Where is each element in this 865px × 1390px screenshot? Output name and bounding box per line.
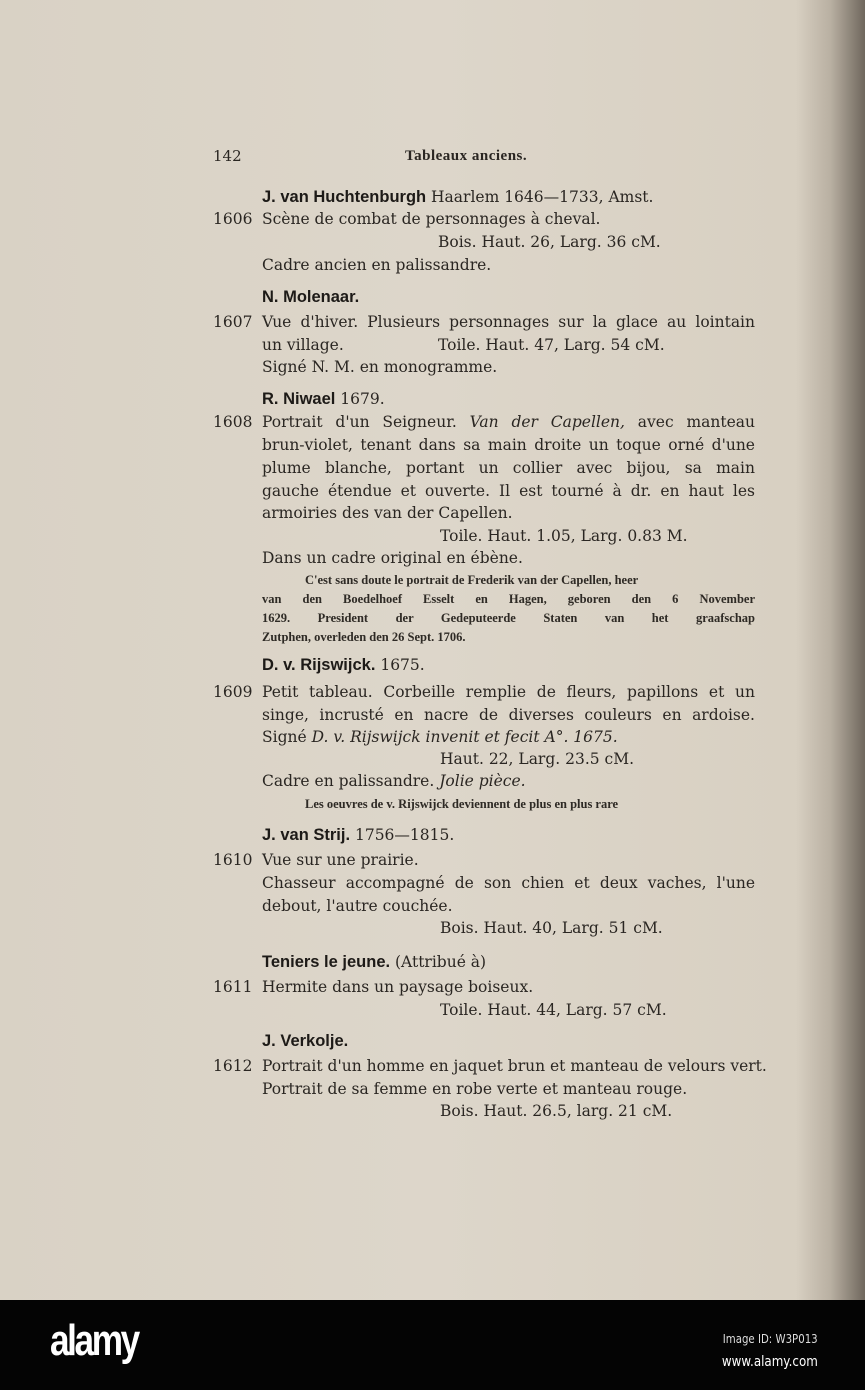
text-segment: Signé N. M. en monogramme. xyxy=(262,358,498,376)
text-line xyxy=(262,255,491,275)
lot-number: 1612 xyxy=(213,1057,253,1075)
text-segment: Toile. Haut. 44, Larg. 57 cM. xyxy=(440,1001,667,1019)
artist-name: R. Niwael xyxy=(262,390,336,408)
text-line xyxy=(262,1031,348,1051)
text-line xyxy=(262,850,419,870)
image-id: Image ID: W3P013 xyxy=(723,1332,818,1346)
text-segment: Haut. 22, Larg. 23.5 cM. xyxy=(440,750,635,768)
text-segment: singe, incrusté en nacre de diverses couleurs en ardoise. xyxy=(262,706,755,724)
text-line xyxy=(262,481,755,501)
lot-number: 1608 xyxy=(213,413,253,431)
watermark-footer xyxy=(0,1300,865,1390)
text-segment: Bois. Haut. 26.5, larg. 21 cM. xyxy=(440,1102,673,1120)
alamy-logo: alamy xyxy=(50,1316,138,1365)
text-line xyxy=(262,287,359,307)
text-line xyxy=(262,389,385,409)
text-segment: plume blanche, portant un collier avec bijou, sa main xyxy=(262,459,755,477)
artist-name: N. Molenaar. xyxy=(262,288,360,306)
text-segment: avec manteau xyxy=(624,413,755,431)
note-line xyxy=(262,627,466,647)
text-segment: C'est sans doute le portrait de Frederik van der Capellen, heer xyxy=(305,573,639,587)
running-title: Tableaux anciens. xyxy=(405,148,528,164)
text-segment: Les oeuvres de v. Rijswijck deviennent de plus en plus rare xyxy=(305,797,619,811)
text-segment: Chasseur accompagné de son chien et deux vaches, l'une xyxy=(262,874,755,892)
note-line xyxy=(262,608,755,628)
text-segment: Vue sur une prairie. xyxy=(262,851,419,869)
text-segment: Vue d'hiver. Plusieurs personnages sur la glace au lointain xyxy=(262,313,755,331)
text-line xyxy=(262,335,344,355)
text-segment: gauche étendue et ouverte. Il est tourné à dr. en haut les xyxy=(262,482,755,500)
artist-name: J. Verkolje. xyxy=(262,1032,349,1050)
text-line xyxy=(262,1079,687,1099)
text-segment: Portrait d'un homme en jaquet brun et manteau de velours vert. xyxy=(262,1057,767,1075)
text-line xyxy=(440,526,688,546)
site-url: www.alamy.com xyxy=(722,1354,818,1370)
lot-number: 1606 xyxy=(213,210,253,228)
text-segment: brun-violet, tenant dans sa main droite un toque orné d'une xyxy=(262,436,755,454)
text-line xyxy=(262,435,755,455)
text-line xyxy=(440,918,663,938)
text-segment: Toile. Haut. 47, Larg. 54 cM. xyxy=(438,336,665,354)
lot-number: 1609 xyxy=(213,683,253,701)
text-line xyxy=(262,705,755,725)
text-segment: (Attribué à) xyxy=(390,953,487,971)
text-line xyxy=(262,458,755,478)
note-line xyxy=(262,589,755,609)
lot-number: 1610 xyxy=(213,851,253,869)
text-line xyxy=(262,977,533,997)
text-line xyxy=(262,357,497,377)
text-segment: Portrait de sa femme en robe verte et manteau rouge. xyxy=(262,1080,688,1098)
italic-text: D. v. Rijswijck invenit et fecit A°. 1675. xyxy=(311,728,618,746)
text-segment: Zutphen, overleden den 26 Sept. 1706. xyxy=(262,630,466,644)
text-segment: Portrait d'un Seigneur. xyxy=(262,413,470,431)
text-line xyxy=(262,412,755,432)
artist-name: J. van Huchtenburgh xyxy=(262,188,427,206)
text-line xyxy=(262,896,453,916)
text-segment: Bois. Haut. 40, Larg. 51 cM. xyxy=(440,919,663,937)
text-segment: Petit tableau. Corbeille remplie de fleurs, papillons et un xyxy=(262,683,755,701)
text-segment: Hermite dans un paysage boiseux. xyxy=(262,978,534,996)
text-segment: Dans un cadre original en ébène. xyxy=(262,549,523,567)
text-line xyxy=(440,1101,672,1121)
text-line xyxy=(262,209,601,229)
artist-name: J. van Strij. xyxy=(262,826,351,844)
text-segment: Cadre en palissandre. xyxy=(262,772,440,790)
page-number: 142 xyxy=(213,147,242,165)
text-line xyxy=(262,548,523,568)
text-line xyxy=(262,771,526,791)
note-line xyxy=(305,794,618,814)
text-line xyxy=(438,335,665,355)
artist-name: Teniers le jeune. xyxy=(262,953,391,971)
italic-text: Van der Capellen, xyxy=(469,413,625,431)
text-segment: 1629. President der Gedeputeerde Staten van het graafschap xyxy=(262,611,755,625)
text-line xyxy=(262,655,425,675)
text-line xyxy=(262,873,755,893)
text-segment: 1679. xyxy=(335,390,385,408)
text-line xyxy=(438,232,661,252)
text-segment: debout, l'autre couchée. xyxy=(262,897,453,915)
text-segment: van den Boedelhoef Esselt en Hagen, geboren den 6 November xyxy=(262,592,755,606)
text-segment: 1756—1815. xyxy=(350,826,455,844)
text-segment: Signé xyxy=(262,728,312,746)
text-segment: 1675. xyxy=(375,656,425,674)
text-segment: Cadre ancien en palissandre. xyxy=(262,256,492,274)
text-line xyxy=(262,952,486,972)
text-line xyxy=(262,727,618,747)
text-line xyxy=(440,749,634,769)
text-segment: un village. xyxy=(262,336,344,354)
text-line xyxy=(262,187,653,207)
text-segment: Toile. Haut. 1.05, Larg. 0.83 M. xyxy=(440,527,688,545)
text-segment: Bois. Haut. 26, Larg. 36 cM. xyxy=(438,233,661,251)
artist-name: D. v. Rijswijck. xyxy=(262,656,376,674)
text-line xyxy=(262,1056,767,1076)
lot-number: 1611 xyxy=(213,978,253,996)
lot-number: 1607 xyxy=(213,313,253,331)
text-segment: Scène de combat de personnages à cheval. xyxy=(262,210,601,228)
text-segment: Haarlem 1646—1733, Amst. xyxy=(426,188,654,206)
text-line xyxy=(440,1000,667,1020)
text-line xyxy=(262,503,513,523)
text-line xyxy=(262,312,755,332)
italic-text: Jolie pièce. xyxy=(439,772,526,790)
text-line xyxy=(262,682,755,702)
note-line xyxy=(305,570,638,590)
text-line xyxy=(262,825,454,845)
text-segment: armoiries des van der Capellen. xyxy=(262,504,513,522)
